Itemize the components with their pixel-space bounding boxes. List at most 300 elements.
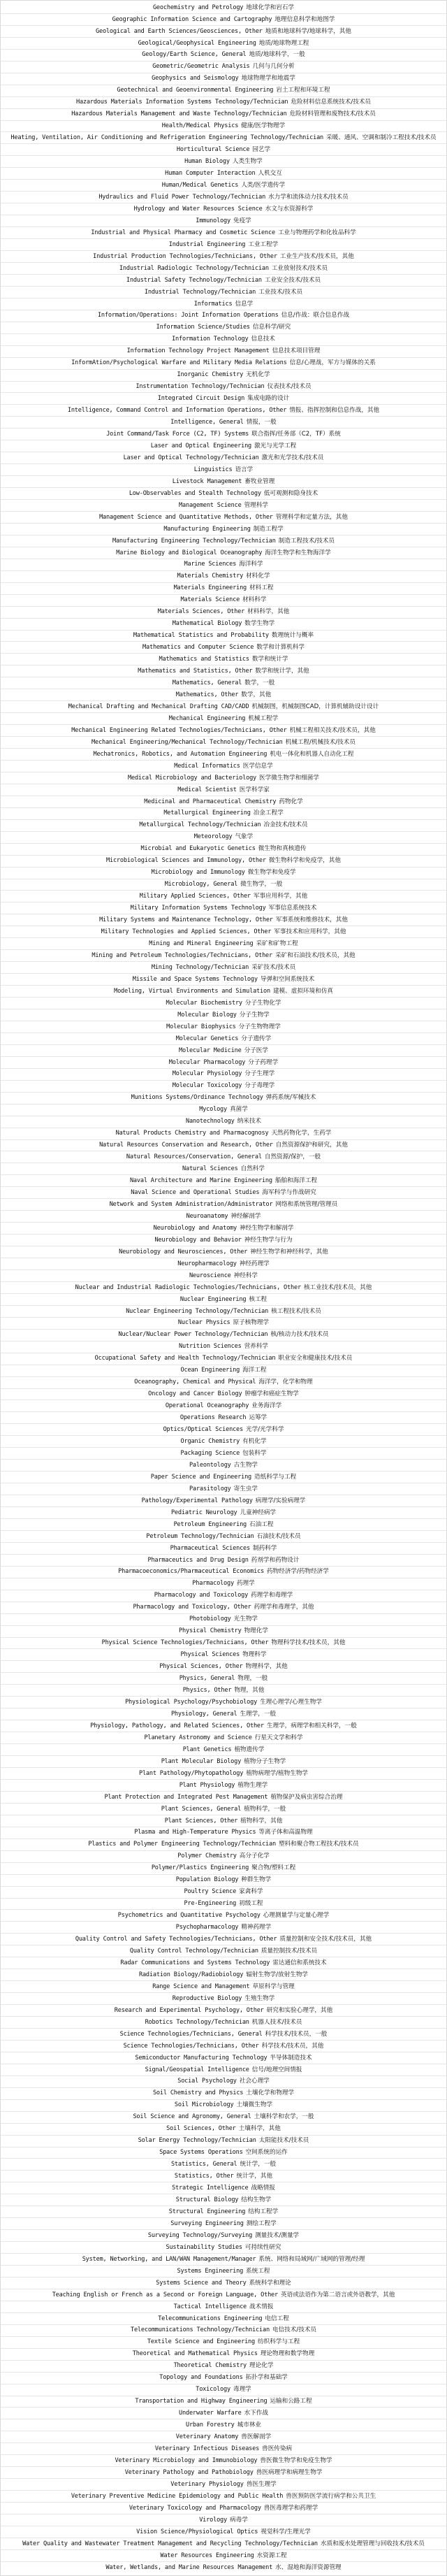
list-item (1, 203, 446, 215)
list-item (1, 322, 446, 334)
major-name-english: Water Resources Engineering (160, 2552, 254, 2559)
major-name-english: Pediatric Neurology (170, 1509, 237, 1516)
major-name-english: Mathematics, General (172, 679, 242, 686)
major-name-english: Modeling, Virtual Environments and Simulation (114, 987, 270, 995)
list-item (1, 1033, 446, 1045)
major-name-english: Semiconductor Manufacturing Technology (135, 2054, 268, 2061)
major-name-chinese: 土壤科学和农学，一般 (254, 2113, 314, 2121)
list-item (1, 1472, 446, 1483)
list-item (1, 772, 446, 784)
major-name-chinese: 物理科学 (242, 1651, 267, 1659)
major-name-english: Neuroscience (189, 1272, 231, 1279)
major-name-chinese: 拓扑学和基础学 (245, 2374, 288, 2382)
major-name-english: Range Science and Management (152, 1983, 250, 1990)
major-name-english: Mathematical Biology (172, 620, 242, 628)
list-item (1, 2194, 446, 2206)
major-name-english: Mathematics, Other (175, 691, 239, 698)
major-name-english: Soil Science and Agronomy, General (133, 2113, 251, 2121)
major-name-chinese: 辐射生物学/放射生物学 (246, 1971, 309, 1978)
major-name-english: Psychopharmacology (175, 1924, 239, 1931)
major-name-chinese: 微生物学和免疫学 (247, 869, 296, 877)
list-item (1, 1104, 446, 1116)
list-item (1, 950, 446, 962)
major-name-english: Surveying Technology/Surveying (147, 2231, 253, 2239)
major-name-chinese: 工业放射技术/技术员 (271, 264, 328, 272)
list-item (1, 1792, 446, 1804)
major-name-english: Physical Sciences (180, 1651, 240, 1659)
major-name-chinese: 毒理学 (233, 2386, 251, 2394)
list-item (1, 2289, 446, 2301)
major-name-english: Operational Oceanography (165, 1402, 249, 1410)
major-name-chinese: 药理学和毒理学，其他 (254, 1604, 314, 1611)
major-name-chinese: 水资源工程 (256, 2552, 287, 2559)
list-item (1, 891, 446, 902)
list-item (1, 2503, 446, 2514)
major-name-chinese: 机械工程/机械技术/技术员 (285, 738, 356, 746)
list-item (1, 1057, 446, 1069)
major-name-english: Plant Sciences, General (161, 1805, 242, 1813)
major-name-english: Microbiology and Immunology (151, 869, 245, 877)
major-name-english: Research and Experimental Psychology, Other (114, 2006, 264, 2014)
major-name-chinese: 情报，一般 (246, 419, 277, 426)
major-name-chinese: 军事信息系统技术 (268, 905, 317, 912)
list-item (1, 1638, 446, 1650)
major-name-english: Mathematical Statistics and Probability (133, 632, 269, 640)
list-item (1, 737, 446, 749)
list-item (1, 2041, 446, 2052)
major-name-english: Marine Sciences (184, 561, 237, 568)
major-name-english: Pharmacology and Toxicology, Other (133, 1604, 251, 1611)
major-name-chinese: 自然科学 (240, 1165, 265, 1173)
major-name-english: Mechanical Engineering Related Technologies/Technicians, Other (71, 726, 287, 734)
major-name-english: Soil Chemistry and Physics (152, 2089, 244, 2097)
major-name-chinese: 分子医学 (244, 1046, 268, 1054)
list-item (1, 121, 446, 133)
major-name-chinese: 分子生理学 (244, 1070, 275, 1078)
major-name-chinese: 核/核动力技术/技术员 (270, 1331, 329, 1339)
list-item (1, 2278, 446, 2289)
list-item (1, 607, 446, 619)
major-name-english: Water, Wetlands, and Marine Resources Management (105, 2563, 273, 2571)
major-name-chinese: 兽医传染病 (262, 2445, 293, 2453)
major-name-chinese: 数学和计算机科学 (256, 644, 305, 652)
major-name-chinese: 土壤科学，其他 (238, 2125, 281, 2133)
list-item (1, 85, 446, 97)
major-name-english: Medical Scientist (177, 786, 237, 793)
list-item (1, 725, 446, 737)
major-name-english: Molecular Toxicology (172, 1082, 242, 1090)
major-name-chinese: 冶金技术/技术员 (263, 821, 308, 829)
major-name-english: Information/Operations: Joint Information Operations (97, 312, 279, 319)
major-name-english: Joint Command/Task Force (C2, TF) Systems (106, 430, 249, 438)
list-item (1, 2467, 446, 2479)
list-item (1, 1424, 446, 1436)
major-name-english: Nuclear Engineering Technology/Technician (126, 1307, 269, 1315)
major-name-english: Natural Products Chemistry and Pharmacognosy (115, 1130, 269, 1137)
major-name-english: Microbial and Eukaryotic Genetics (140, 845, 256, 853)
list-item (1, 547, 446, 559)
list-item (1, 2396, 446, 2408)
major-name-chinese: 测量技术/测量学 (255, 2231, 300, 2239)
major-name-english: Plastics and Polymer Engineering Technology/Technician (88, 1841, 276, 1848)
major-name-english: Intelligence, Command Control and Information Operations, Other (67, 407, 287, 415)
major-name-chinese: 精神药理学 (241, 1924, 272, 1931)
list-item (1, 263, 446, 275)
list-item (1, 2076, 446, 2088)
list-item (1, 879, 446, 891)
major-name-english: Nuclear/Nuclear Power Technology/Technician (118, 1331, 268, 1339)
major-name-chinese: 光学/光学科学 (245, 1426, 284, 1434)
list-item (1, 1365, 446, 1377)
major-name-english: Geographic Information Science and Cartography (112, 15, 272, 23)
list-item (1, 2100, 446, 2112)
list-item (1, 1578, 446, 1590)
major-name-english: Mathematics and Statistics (159, 656, 249, 663)
major-name-english: Plant Pathology/Phytopathology (138, 1769, 244, 1777)
major-name-chinese: 水下作战 (244, 2410, 268, 2417)
major-name-english: Instrumentation Technology/Technician (135, 383, 265, 391)
major-name-chinese: 水力学和流体动力技术/技术员 (268, 193, 349, 201)
major-name-chinese: 信息科学/研究 (252, 324, 291, 331)
list-item (1, 1400, 446, 1412)
major-name-english: Naval Science and Operational Studies (131, 1188, 260, 1196)
major-name-chinese: 土壤化学和物理学 (246, 2089, 295, 2097)
major-name-english: Network and System Administration/Administrator (109, 1200, 273, 1208)
major-name-chinese: 材料工程 (249, 584, 274, 592)
list-item (1, 1804, 446, 1815)
major-name-english: Laser and Optical Technology/Technician (123, 454, 259, 461)
major-name-english: Manufacturing Engineering (163, 525, 251, 533)
list-item (1, 1460, 446, 1472)
list-item (1, 1045, 446, 1057)
major-name-chinese: 采暖、通风、空调和制冷工程技术/技术员 (326, 134, 437, 142)
major-name-english: Physiology, General (170, 1710, 237, 1718)
major-name-english: Mining and Mineral Engineering (149, 940, 254, 947)
major-name-english: Planetary Astronomy and Science (144, 1734, 252, 1741)
list-item (1, 665, 446, 677)
list-item (1, 1732, 446, 1744)
major-name-chinese: 物理，一般 (237, 1675, 268, 1683)
major-name-english: Strategic Intelligence (172, 2185, 249, 2192)
list-item (1, 1780, 446, 1792)
list-item (1, 1069, 446, 1081)
list-item (1, 1507, 446, 1519)
major-name-chinese: 数学和统计学，其他 (255, 668, 309, 675)
list-item (1, 2526, 446, 2538)
major-name-chinese: 冶金工程学 (253, 810, 284, 817)
list-item (1, 1282, 446, 1294)
major-name-chinese: 水、湿地和海洋资源管理 (275, 2563, 342, 2571)
list-item (1, 298, 446, 310)
list-item (1, 1258, 446, 1270)
major-name-chinese: 运输和公路工程 (270, 2398, 312, 2405)
list-item (1, 500, 446, 512)
major-name-chinese: 机电一体化和机器人自动化工程 (270, 750, 354, 758)
list-item (1, 1851, 446, 1863)
major-name-chinese: 管理科学 (244, 501, 268, 509)
list-item (1, 334, 446, 346)
major-name-english: Integrated Circuit Design (157, 395, 245, 403)
list-item (1, 2159, 446, 2171)
major-name-english: Industrial Production Technologies/Technicians, Other (93, 252, 277, 260)
major-name-english: Industrial Engineering (168, 240, 246, 248)
major-name-english: Paleontology (189, 1461, 231, 1469)
major-name-english: Mycology (199, 1106, 227, 1114)
major-name-chinese: 地理信息科学和地图学 (274, 15, 335, 23)
major-name-chinese: 社会心理学 (239, 2078, 270, 2085)
major-name-english: Geometric/Geometric Analysis (152, 63, 250, 71)
major-name-chinese: 微生物科学和免疫学，其他 (268, 857, 341, 865)
major-name-chinese: 植物病理学/植物生物学 (246, 1769, 309, 1777)
major-list (1, 2, 446, 2574)
list-item (1, 1330, 446, 1341)
list-item (1, 2, 446, 14)
major-name-english: Sustainability Studies (166, 2243, 242, 2251)
list-item (1, 2349, 446, 2361)
list-item (1, 1009, 446, 1021)
list-item (1, 914, 446, 926)
major-name-chinese: 科学技术/技术员，其他 (261, 2042, 324, 2050)
major-name-english: Physical Sciences, Other (159, 1663, 243, 1671)
major-name-chinese: 信息学 (235, 300, 254, 308)
list-item (1, 26, 446, 38)
major-name-english: Vision Science/Physiological Optics (136, 2528, 258, 2535)
major-name-english: Natural Resources Conservation and Research, Other (99, 1142, 273, 1149)
major-name-chinese: 理论化学 (249, 2362, 274, 2370)
major-name-chinese: 植物生理学 (237, 1781, 268, 1789)
list-item (1, 2443, 446, 2455)
major-name-english: Management Science and Quantitative Methods, Other (99, 513, 273, 521)
list-item (1, 2325, 446, 2337)
major-name-chinese: 研究和实验心理学，其他 (266, 2006, 333, 2014)
major-name-english: Plant Physiology (179, 1781, 235, 1789)
major-name-english: Science Technologies/Technicians, General (119, 2030, 263, 2038)
major-name-english: Pharmacology (192, 1580, 234, 1588)
major-name-chinese: 海洋工程 (242, 1367, 267, 1374)
list-item (1, 1187, 446, 1199)
major-name-chinese: 物理化学 (244, 1627, 268, 1635)
list-item (1, 749, 446, 761)
list-item (1, 1756, 446, 1768)
major-name-english: Livestock Management (172, 477, 242, 485)
major-name-english: Optics/Optical Sciences (163, 1426, 243, 1434)
major-name-chinese: 分子遗传学 (241, 1035, 272, 1042)
major-name-english: Mining and Petroleum Technologies/Technicians, Other (91, 951, 273, 959)
list-item (1, 2514, 446, 2526)
list-item (1, 938, 446, 950)
list-item (1, 1969, 446, 1981)
list-item (1, 1981, 446, 1993)
major-name-chinese: 材料科学 (242, 596, 267, 604)
list-item (1, 2218, 446, 2230)
major-name-english: Meteorology (193, 833, 233, 841)
major-name-chinese: 信息/作战：联合信息作战 (281, 312, 350, 319)
list-item (1, 2373, 446, 2384)
major-name-english: Veterinary Infectious Diseases (154, 2445, 260, 2453)
major-name-chinese: 地质/地球科学，一般 (249, 51, 305, 59)
list-item (1, 1863, 446, 1875)
major-name-chinese: 造纸科学与工程 (254, 1473, 297, 1481)
major-name-chinese: 生理心理学/心理生物学 (260, 1698, 322, 1706)
major-name-english: Physics, General (179, 1675, 235, 1683)
list-item (1, 1021, 446, 1033)
list-item (1, 239, 446, 251)
major-name-english: Plasma and High-Temperature Physics (134, 1829, 256, 1836)
major-name-chinese: 制药科学 (253, 1544, 277, 1552)
list-item (1, 1377, 446, 1389)
major-name-english: Linguistics (193, 466, 233, 473)
major-name-chinese: 数学，其他 (241, 691, 272, 698)
list-item (1, 1673, 446, 1685)
major-name-english: Management Science (179, 501, 242, 509)
major-name-english: Science Technologies/Technicians, Other (123, 2042, 259, 2050)
list-item (1, 1685, 446, 1697)
major-name-english: Neuropharmacology (177, 1260, 237, 1267)
list-item (1, 1223, 446, 1235)
major-name-english: Pharmacoeconomics/Pharmaceutical Economics (118, 1568, 265, 1576)
list-item (1, 2301, 446, 2313)
list-item (1, 1768, 446, 1780)
list-item (1, 2171, 446, 2182)
major-name-chinese: 战术情报 (249, 2303, 274, 2310)
list-item (1, 2361, 446, 2373)
list-item (1, 251, 446, 263)
major-name-english: Geophysics and Seismology (152, 75, 239, 82)
major-name-chinese: 纺织科学与工程 (258, 2338, 300, 2346)
major-name-chinese: 气象学 (235, 833, 254, 841)
major-name-chinese: 核工程技术/技术员 (271, 1307, 321, 1315)
major-name-chinese: 天然药物化学，生药学 (271, 1130, 332, 1137)
major-name-chinese: 海洋生物学和生物海洋学 (265, 549, 331, 556)
major-name-chinese: 数学，一般 (244, 679, 275, 686)
major-name-chinese: 免疫学 (233, 217, 251, 224)
list-item (1, 370, 446, 382)
major-name-chinese: 聚合物/塑料工程 (251, 1864, 296, 1872)
list-item (1, 1318, 446, 1330)
major-name-english: Mechanical Drafting and Mechanical Drafting CAD/CADD (68, 703, 249, 710)
major-name-english: Molecular Biochemistry (166, 999, 242, 1007)
major-name-english: Military Applied Sciences, Other (139, 893, 251, 900)
major-name-chinese: 统计学，其他 (236, 2173, 273, 2180)
major-name-english: Human Biology (184, 158, 230, 166)
major-name-chinese: 导弹和空间系统技术 (260, 975, 315, 983)
list-item (1, 1899, 446, 1911)
major-name-chinese: 兽医生理学 (246, 2480, 277, 2488)
major-name-chinese: 制造工程学 (253, 525, 284, 533)
major-name-chinese: 空间系统的运作 (245, 2149, 288, 2157)
major-name-chinese: 激光与光学工程 (254, 442, 297, 449)
list-item (1, 1081, 446, 1093)
major-name-chinese: 职业安全和健康技术/技术员 (278, 1355, 353, 1362)
list-item (1, 50, 446, 62)
major-name-english: Materials Engineering (173, 584, 247, 592)
list-item (1, 1543, 446, 1555)
major-name-english: Natural Sciences (182, 1165, 238, 1173)
major-name-english: Robotics Technology/Technician (145, 2018, 249, 2026)
list-item (1, 1661, 446, 1673)
major-name-english: Hazardous Materials Information Systems Technology/Technician (75, 99, 288, 106)
major-name-chinese: 核工业技术/技术员，其他 (303, 1283, 372, 1291)
major-name-english: Molecular Genetics (175, 1035, 239, 1042)
list-item (1, 62, 446, 73)
major-name-chinese: 初级工程 (239, 1900, 263, 1908)
major-name-chinese: 兽医预防医学流行病学和公共卫生 (286, 2492, 376, 2500)
list-item (1, 227, 446, 239)
major-name-chinese: 信号/地理空间情报 (251, 2066, 302, 2073)
list-item (1, 2408, 446, 2419)
major-name-english: Missile and Space Systems Technology (132, 975, 258, 983)
major-name-chinese: 石油工程 (249, 1520, 274, 1528)
major-name-english: Topology and Foundations (159, 2374, 243, 2382)
major-name-english: Geological and Earth Sciences/Geosciences, Other (96, 27, 263, 35)
major-name-english: Neurobiology and Behavior (154, 1236, 242, 1244)
major-name-english: Metallurgical Engineering (163, 810, 251, 817)
major-name-english: Reproductive Biology (172, 1994, 242, 2002)
major-name-chinese: 采矿和石油技术/技术员，其他 (275, 951, 356, 959)
major-name-english: InformAtion/Psychological Warfare and Military Media Relations (71, 359, 287, 367)
major-name-english: Quality Control and Safety Technologies/Technicians, Other (75, 1936, 277, 1943)
list-item (1, 1128, 446, 1140)
list-item (1, 1614, 446, 1626)
list-item (1, 1815, 446, 1827)
major-name-english: Mathematics and Computer Science (142, 644, 254, 652)
major-name-english: Statistics, Other (174, 2173, 234, 2180)
list-item (1, 808, 446, 820)
major-name-chinese: 工业与物理药学和化妆品科学 (277, 229, 356, 236)
list-item (1, 631, 446, 642)
major-name-english: Mechatronics, Robotics, and Automation Engineering (93, 750, 268, 758)
list-item (1, 2313, 446, 2325)
major-name-english: Organic Chemistry (180, 1438, 240, 1445)
major-name-chinese: 系统科学和理论 (249, 2279, 291, 2287)
major-name-chinese: 分子药理学 (248, 1058, 279, 1066)
list-item (1, 1590, 446, 1602)
major-name-english: Polymer Chemistry (177, 1852, 237, 1860)
major-name-chinese: 结构工程学 (248, 2208, 279, 2215)
list-item (1, 998, 446, 1009)
list-item (1, 346, 446, 358)
major-name-chinese: 机械制图，机械制图CAD，计算机辅助设计设计 (251, 703, 379, 710)
major-name-chinese: 岩土工程和环境工程 (276, 87, 330, 94)
list-item (1, 464, 446, 476)
major-name-english: Structural Biology (175, 2196, 239, 2203)
list-item (1, 2064, 446, 2076)
major-name-english: Information Technology Project Management (126, 347, 270, 355)
major-name-english: Paper Science and Engineering (150, 1473, 252, 1481)
list-item (1, 583, 446, 595)
major-name-english: Operations Research (179, 1414, 247, 1422)
list-item (1, 571, 446, 583)
list-item (1, 452, 446, 464)
major-name-english: Materials Sciences, Other (157, 608, 245, 616)
major-name-chinese: 自然资源保护和研究，其他 (275, 1142, 348, 1149)
major-name-english: Marine Biology and Biological Oceanography (116, 549, 263, 556)
major-name-english: Urban Forestry (185, 2422, 235, 2429)
major-name-english: Horticultural Science (176, 146, 250, 154)
major-name-english: Structural Engineering (168, 2208, 246, 2215)
list-item (1, 97, 446, 109)
major-name-chinese: 病毒学 (230, 2516, 248, 2524)
major-name-english: Laser and Optical Engineering (150, 442, 252, 449)
major-name-english: Immunology (196, 217, 230, 224)
list-item (1, 1093, 446, 1104)
list-item (1, 761, 446, 772)
list-item (1, 2254, 446, 2266)
major-name-chinese: 电信工程 (265, 2315, 289, 2322)
major-name-chinese: 药理学 (236, 1580, 255, 1588)
list-item (1, 2029, 446, 2041)
major-name-english: Molecular Medicine (179, 1046, 242, 1054)
